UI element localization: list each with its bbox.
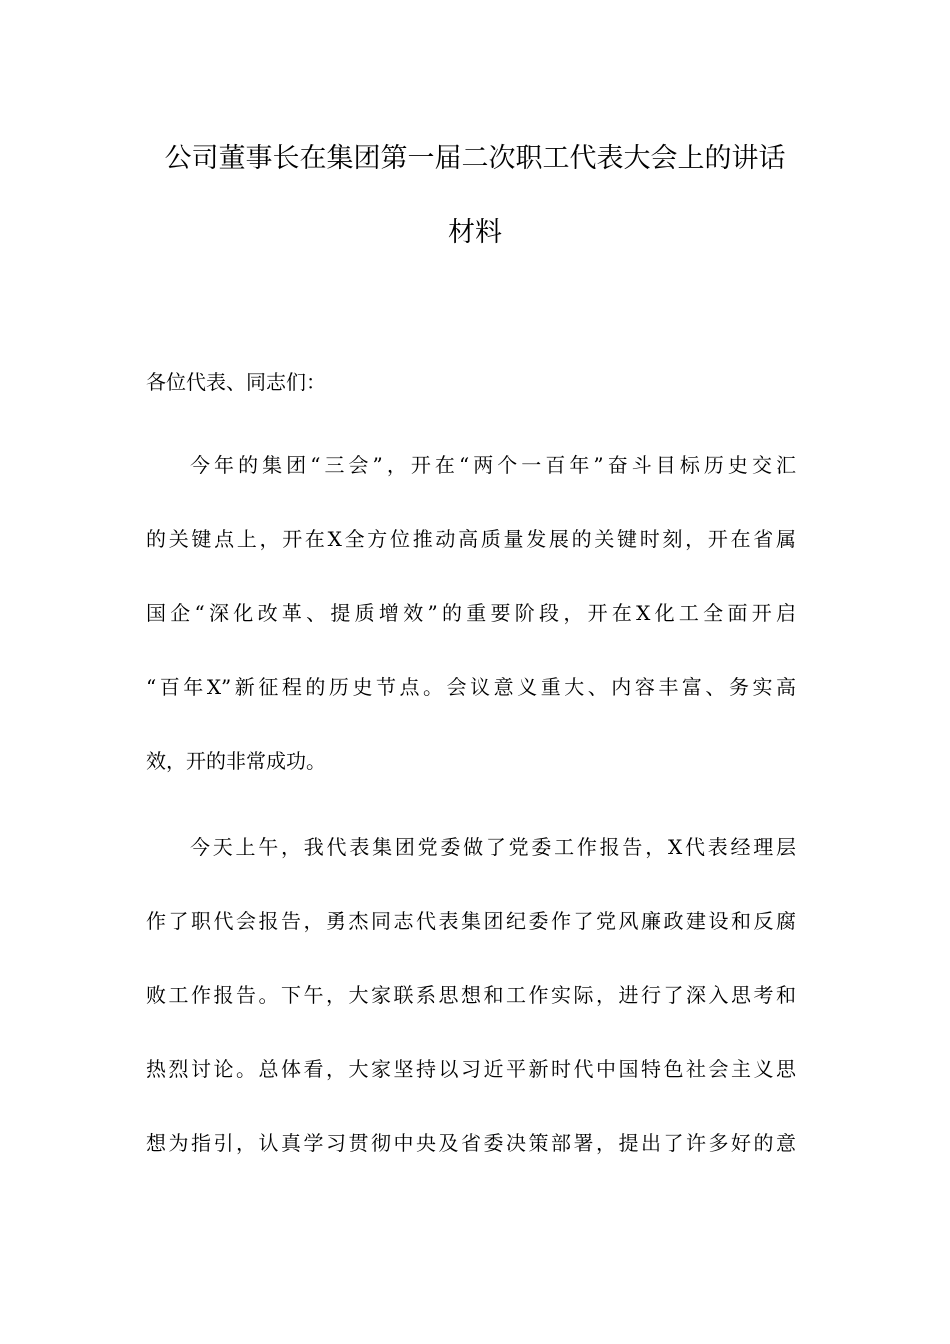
paragraph-line: “百年X”新征程的历史节点。会议意义重大、内容丰富、务实高 bbox=[146, 675, 796, 699]
paragraph-line: 效，开的非常成功。 bbox=[146, 749, 326, 773]
paragraph-line: 今年的集团“三会”，开在“两个一百年”奋斗目标历史交汇 bbox=[190, 453, 796, 477]
paragraph-line: 热烈讨论。总体看，大家坚持以习近平新时代中国特色社会主义思 bbox=[146, 1057, 796, 1081]
salutation: 各位代表、同志们： bbox=[146, 370, 326, 394]
paragraph-line: 想为指引，认真学习贯彻中央及省委决策部署，提出了许多好的意 bbox=[146, 1131, 796, 1155]
paragraph-line: 作了职代会报告，勇杰同志代表集团纪委作了党风廉政建设和反腐 bbox=[146, 909, 796, 933]
document-title-line-2: 材料 bbox=[448, 217, 502, 248]
document-title-line-1: 公司董事长在集团第一届二次职工代表大会上的讲话 bbox=[164, 143, 786, 174]
paragraph-line: 国企“深化改革、提质增效”的重要阶段，开在X化工全面开启 bbox=[146, 601, 796, 625]
paragraph-line: 今天上午，我代表集团党委做了党委工作报告，X代表经理层 bbox=[190, 835, 796, 859]
paragraph-line: 败工作报告。下午，大家联系思想和工作实际，进行了深入思考和 bbox=[146, 983, 796, 1007]
paragraph-line: 的关键点上，开在X全方位推动高质量发展的关键时刻，开在省属 bbox=[146, 527, 796, 551]
